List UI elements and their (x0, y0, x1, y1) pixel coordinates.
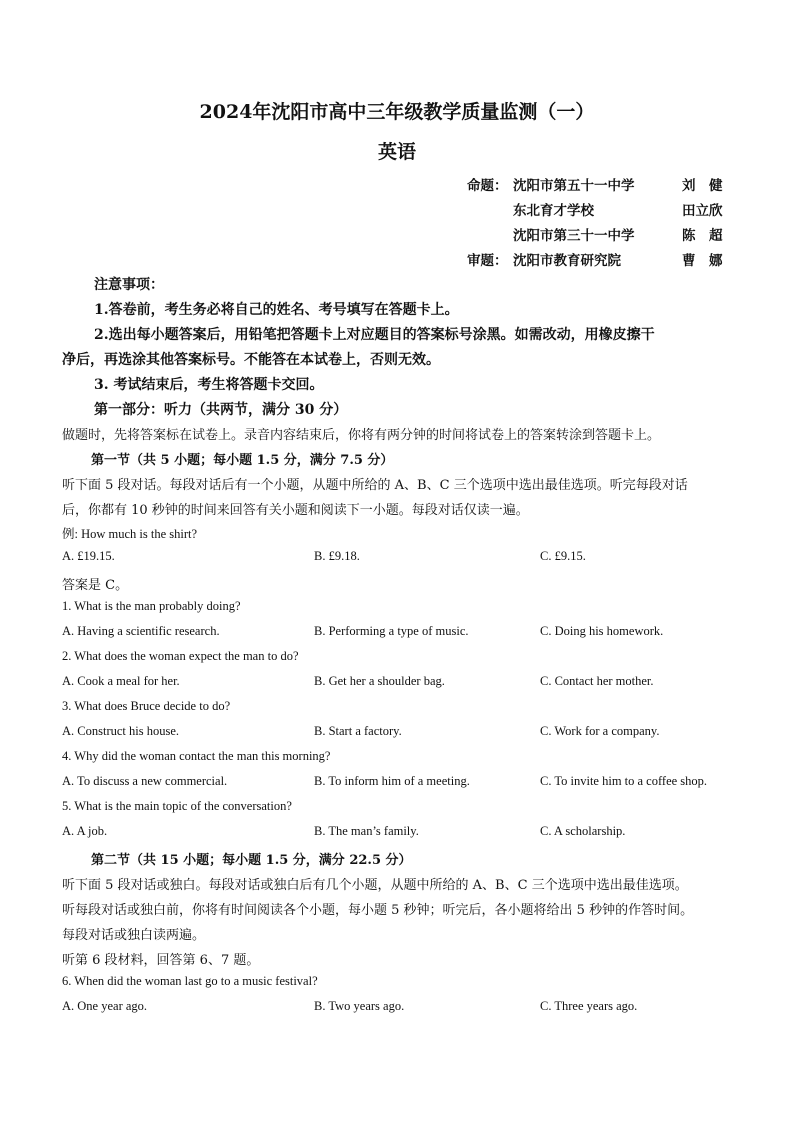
question-text: 4. Why did the woman contact the man this morning? (62, 749, 331, 763)
question-text: 3. What does Bruce decide to do? (62, 699, 231, 713)
question-text: 2. What does the woman expect the man to do? (62, 649, 299, 663)
question-text: 1. What is the man probably doing? (62, 599, 241, 613)
part1-intro: 做题时，先将答案标在试卷上。录音内容结束后，你将有两分钟的时间将试卷上的答案转涂到答题卡上。 (62, 428, 661, 443)
question-text: 5. What is the main topic of the conversation? (62, 799, 292, 813)
section2-heading: 第二节（共 15 小题；每小题 1.5 分，满分 22.5 分） (91, 853, 412, 868)
author-name: 田立欣 (682, 203, 723, 219)
question-text: 6. When did the woman last go to a music festival? (62, 974, 318, 988)
example-question: 例: How much is the shirt? (62, 527, 198, 541)
material-instruction: 听第 6 段材料，回答第 6、7 题。 (62, 953, 260, 968)
section1-intro: 后，你都有 10 秒钟的时间来回答有关小题和阅读下一小题。每段对话仅读一遍。 (62, 503, 529, 518)
note-item: 3. 考试结束后，考生将答题卡交回。 (94, 377, 324, 393)
option-a: A. A job. (62, 824, 108, 838)
section2-intro: 每段对话或独白读两遍。 (62, 928, 206, 943)
part1-heading: 第一部分：听力（共两节，满分 30 分） (94, 402, 348, 418)
option-a: A. Construct his house. (62, 724, 180, 738)
option-b: B. Performing a type of music. (314, 624, 469, 638)
option-c: C. Three years ago. (540, 999, 638, 1013)
option-b: B. Get her a shoulder bag. (314, 674, 445, 688)
option-a: A. To discuss a new commercial. (62, 774, 228, 788)
option-b: B. To inform him of a meeting. (314, 774, 470, 788)
author-name: 曹 娜 (682, 253, 723, 269)
option-b: B. £9.18. (314, 549, 360, 563)
option-c: C. A scholarship. (540, 824, 626, 838)
exam-subject: 英语 (377, 141, 416, 163)
notes-heading: 注意事项： (94, 277, 164, 293)
option-c: C. £9.15. (540, 549, 586, 563)
author-org: 沈阳市教育研究院 (513, 253, 621, 269)
option-a: A. One year ago. (62, 999, 148, 1013)
option-a: A. £19.15. (62, 549, 115, 563)
section2-intro: 听下面 5 段对话或独白。每段对话或独白后有几个小题，从题中所给的 A、B、C 三个选项中选出最佳选项。 (62, 878, 688, 893)
option-b: B. The man’s family. (314, 824, 419, 838)
option-a: A. Having a scientific research. (62, 624, 220, 638)
example-answer: 答案是 C。 (62, 578, 129, 593)
section1-intro: 听下面 5 段对话。每段对话后有一个小题，从题中所给的 A、B、C 三个选项中选出最佳选项。听完每段对话 (62, 478, 688, 493)
note-item: 净后，再选涂其他答案标号。不能答在本试卷上，否则无效。 (62, 352, 440, 368)
note-item: 2.选出每小题答案后，用铅笔把答题卡上对应题目的答案标号涂黑。如需改动，用橡皮擦干 (94, 327, 655, 343)
option-b: B. Two years ago. (314, 999, 405, 1013)
option-c: C. Work for a company. (540, 724, 660, 738)
proposers-label: 命题： (467, 178, 508, 194)
option-c: C. Contact her mother. (540, 674, 654, 688)
author-org: 沈阳市第三十一中学 (513, 228, 635, 244)
exam-title: 2024年沈阳市高中三年级教学质量监测（一） (199, 101, 595, 123)
section2-intro: 听每段对话或独白前，你将有时间阅读各个小题，每小题 5 秒钟；听完后，各小题将给出 5 秒钟的作答时间。 (62, 903, 694, 918)
author-name: 陈 超 (682, 228, 723, 244)
author-org: 沈阳市第五十一中学 (513, 178, 635, 194)
reviewers-label: 审题： (467, 253, 508, 269)
option-b: B. Start a factory. (314, 724, 402, 738)
author-name: 刘 健 (682, 178, 723, 194)
note-item: 1.答卷前，考生务必将自己的姓名、考号填写在答题卡上。 (94, 302, 459, 318)
option-c: C. Doing his homework. (540, 624, 664, 638)
option-c: C. To invite him to a coffee shop. (540, 774, 708, 788)
author-org: 东北育才学校 (513, 203, 594, 219)
option-a: A. Cook a meal for her. (62, 674, 180, 688)
section1-heading: 第一节（共 5 小题；每小题 1.5 分，满分 7.5 分） (91, 453, 394, 468)
